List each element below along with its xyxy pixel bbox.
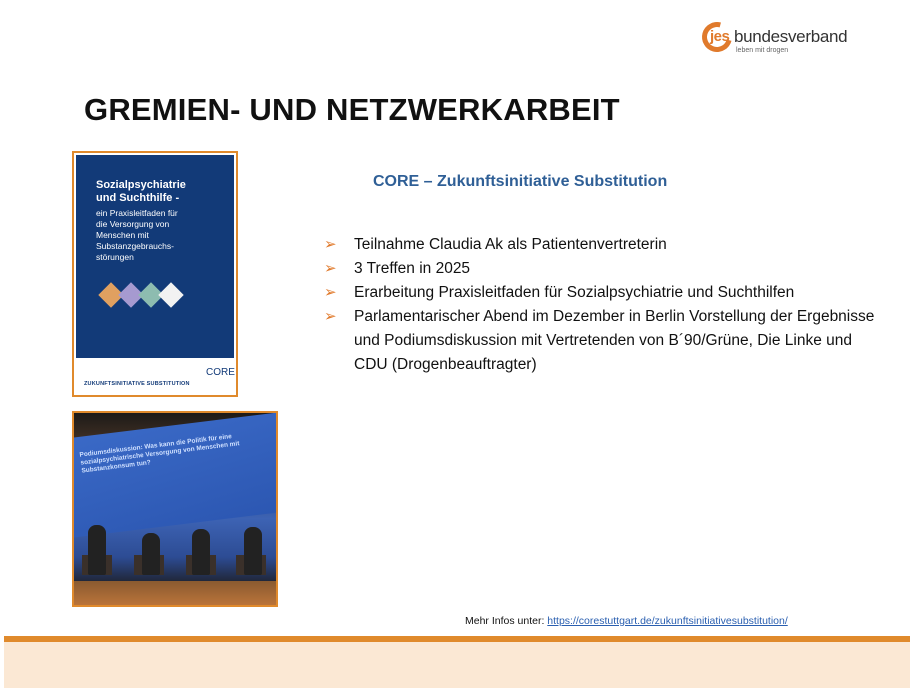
book-cover-panel — [76, 155, 234, 358]
panel-discussion-photo — [72, 411, 278, 607]
book-subtitle: ein Praxisleitfaden für die Versorgung von Menschen mit Substanzgebrauchs- störungen — [96, 208, 178, 262]
panelist — [88, 525, 106, 575]
bullet-text: Parlamentarischer Abend im Dezember in Berlin Vorstellung der Ergebnisse und Podiumsdiskussion mit Vertretenden von B´90/Grüne, Die Linke und CDU (Drogenbeauftragter) — [354, 308, 875, 373]
more-info-link[interactable]: https://corestuttgart.de/zukunftsinitiativesubstitution/ — [547, 615, 788, 627]
arrow-bullet-icon: ➢ — [324, 236, 337, 253]
logo-word: bundesverband — [734, 27, 848, 46]
book-core-logo: CORE — [206, 367, 235, 378]
bullet-text: 3 Treffen in 2025 — [354, 260, 471, 277]
bullet-item — [324, 257, 884, 281]
logo-prefix: jes — [710, 28, 730, 45]
panelist — [244, 527, 262, 575]
bullet-list — [324, 233, 884, 377]
arrow-bullet-icon: ➢ — [324, 308, 337, 325]
arrow-bullet-icon: ➢ — [324, 260, 337, 277]
footer-band — [4, 642, 910, 688]
book-cover-image — [72, 151, 238, 397]
stage — [74, 581, 278, 607]
slide-subtitle: CORE – Zukunftsinitiative Substitution — [373, 173, 668, 190]
logo-tagline: leben mit drogen — [736, 47, 789, 54]
bullet-item — [324, 281, 884, 305]
diamond-white-icon — [158, 282, 183, 307]
book-title: Sozialpsychiatrie und Suchthilfe - — [96, 179, 186, 204]
jes-logo — [700, 18, 885, 58]
bullet-item — [324, 233, 884, 257]
book-footer: ZUKUNFTSINITIATIVE SUBSTITUTION — [84, 381, 190, 387]
panelist — [192, 529, 210, 575]
slide-title: GREMIEN- UND NETZWERKARBEIT — [84, 92, 620, 127]
bullet-item — [324, 305, 884, 377]
more-info — [465, 615, 788, 627]
screen-text: Podiumsdiskussion: Was kann die Politik für eine sozialpsychiatrische Versorgung von Menschen mit Substanzkonsum tun? — [79, 433, 240, 475]
panelist — [142, 533, 160, 575]
bullet-text: Erarbeitung Praxisleitfaden für Sozialpsychiatrie und Suchthilfen — [354, 284, 795, 301]
more-info-label: Mehr Infos unter: — [465, 615, 548, 627]
bullet-text: Teilnahme Claudia Ak als Patientenvertreterin — [354, 236, 667, 253]
arrow-bullet-icon: ➢ — [324, 284, 337, 301]
